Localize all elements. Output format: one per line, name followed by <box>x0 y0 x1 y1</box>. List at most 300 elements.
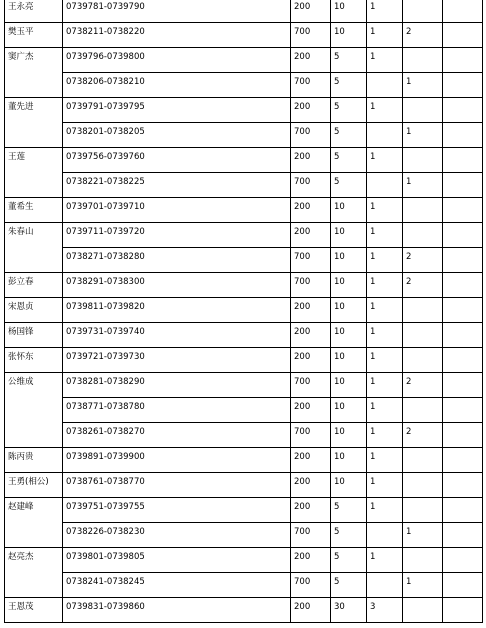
quantity-value: 10 <box>334 327 345 337</box>
blank-cell <box>443 598 483 623</box>
quantity-value: 5 <box>334 502 340 512</box>
price-value: 700 <box>294 177 311 187</box>
extra-count-value <box>403 498 442 502</box>
holder-name: 董希生 <box>8 202 34 212</box>
count-value-cell <box>367 48 403 73</box>
table-row <box>5 573 483 598</box>
extra-count-value <box>403 223 442 227</box>
table-row <box>5 523 483 548</box>
holder-name: 窦广杰 <box>8 52 34 62</box>
quantity-value: 5 <box>334 52 340 62</box>
extra-count-value-cell <box>403 548 443 573</box>
extra-count-value-cell <box>403 0 443 23</box>
quantity-value: 10 <box>334 452 345 462</box>
holder-name-cell <box>5 448 63 473</box>
serial-range-cell <box>63 598 291 623</box>
holder-name-cell <box>5 223 63 273</box>
serial-range-cell <box>63 273 291 298</box>
serial-range-cell <box>63 498 291 523</box>
blank-cell <box>443 0 483 23</box>
count-value <box>367 573 402 577</box>
serial-range-cell <box>63 123 291 148</box>
price-value: 200 <box>294 327 311 337</box>
count-value-cell <box>367 148 403 173</box>
table-row <box>5 98 483 123</box>
quantity-value: 10 <box>334 377 345 387</box>
table-row <box>5 248 483 273</box>
serial-range: 0738291-0738300 <box>66 277 145 287</box>
quantity-value-cell <box>331 498 367 523</box>
table-row <box>5 498 483 523</box>
count-value-cell <box>367 223 403 248</box>
extra-count-value-cell <box>403 523 443 548</box>
extra-count-value <box>403 323 442 327</box>
serial-range: 0738771-0738780 <box>66 402 145 412</box>
count-value-cell <box>367 173 403 198</box>
price-value-cell <box>291 373 331 398</box>
count-value-cell <box>367 23 403 48</box>
quantity-value: 10 <box>334 352 345 362</box>
price-value-cell <box>291 223 331 248</box>
serial-range: 0739811-0739820 <box>66 302 145 312</box>
holder-name: 王永亮 <box>8 2 34 12</box>
count-value-cell <box>367 98 403 123</box>
extra-count-value <box>403 98 442 102</box>
quantity-value: 5 <box>334 577 340 587</box>
count-value <box>367 173 402 177</box>
count-value-cell <box>367 598 403 623</box>
extra-count-value <box>403 198 442 202</box>
price-value-cell <box>291 98 331 123</box>
table-row <box>5 273 483 298</box>
price-value: 200 <box>294 202 311 212</box>
price-value: 200 <box>294 227 311 237</box>
count-value: 1 <box>370 2 376 12</box>
price-value: 200 <box>294 452 311 462</box>
table-row <box>5 598 483 623</box>
serial-range-cell <box>63 0 291 23</box>
count-value-cell <box>367 523 403 548</box>
price-value: 200 <box>294 477 311 487</box>
price-value-cell <box>291 573 331 598</box>
extra-count-value-cell <box>403 373 443 398</box>
table-row <box>5 0 483 23</box>
quantity-value: 10 <box>334 277 345 287</box>
price-value: 200 <box>294 602 311 612</box>
serial-range-cell <box>63 448 291 473</box>
serial-range-cell <box>63 423 291 448</box>
serial-range: 0739801-0739805 <box>66 552 145 562</box>
quantity-value: 10 <box>334 477 345 487</box>
price-value: 700 <box>294 577 311 587</box>
count-value: 1 <box>370 327 376 337</box>
extra-count-value-cell <box>403 348 443 373</box>
quantity-value: 5 <box>334 77 340 87</box>
table-row <box>5 198 483 223</box>
serial-range-cell <box>63 523 291 548</box>
serial-range-cell <box>63 173 291 198</box>
quantity-value: 5 <box>334 127 340 137</box>
price-value: 200 <box>294 52 311 62</box>
quantity-value-cell <box>331 323 367 348</box>
blank-cell <box>443 348 483 373</box>
serial-range-cell <box>63 223 291 248</box>
quantity-value-cell <box>331 273 367 298</box>
quantity-value: 10 <box>334 202 345 212</box>
blank-cell <box>443 323 483 348</box>
serial-range: 0739756-0739760 <box>66 152 145 162</box>
holder-name-cell <box>5 548 63 598</box>
price-value-cell <box>291 498 331 523</box>
blank-cell <box>443 573 483 598</box>
quantity-value-cell <box>331 448 367 473</box>
count-value-cell <box>367 323 403 348</box>
extra-count-value: 1 <box>406 527 412 537</box>
serial-range: 0739711-0739720 <box>66 227 145 237</box>
extra-count-value-cell <box>403 423 443 448</box>
extra-count-value-cell <box>403 573 443 598</box>
count-value: 1 <box>370 227 376 237</box>
extra-count-value-cell <box>403 398 443 423</box>
serial-range-cell <box>63 473 291 498</box>
extra-count-value: 1 <box>406 177 412 187</box>
price-value: 200 <box>294 302 311 312</box>
holder-name: 彭立春 <box>8 277 34 287</box>
serial-range: 0738261-0738270 <box>66 427 145 437</box>
blank-cell <box>443 23 483 48</box>
extra-count-value <box>403 598 442 602</box>
serial-range-cell <box>63 348 291 373</box>
holder-name-cell <box>5 148 63 198</box>
blank-cell <box>443 148 483 173</box>
holder-name: 杨国锋 <box>8 327 34 337</box>
quantity-value-cell <box>331 223 367 248</box>
ledger-table <box>4 0 483 623</box>
extra-count-value <box>403 48 442 52</box>
serial-range-cell <box>63 198 291 223</box>
count-value: 1 <box>370 552 376 562</box>
extra-count-value-cell <box>403 48 443 73</box>
serial-range: 0739791-0739795 <box>66 102 145 112</box>
serial-range-cell <box>63 573 291 598</box>
price-value: 700 <box>294 527 311 537</box>
quantity-value-cell <box>331 173 367 198</box>
serial-range: 0739721-0739730 <box>66 352 145 362</box>
blank-cell <box>443 423 483 448</box>
table-row <box>5 148 483 173</box>
price-value-cell <box>291 423 331 448</box>
price-value-cell <box>291 398 331 423</box>
count-value-cell <box>367 0 403 23</box>
count-value: 1 <box>370 352 376 362</box>
table-row <box>5 398 483 423</box>
extra-count-value-cell <box>403 323 443 348</box>
price-value: 700 <box>294 252 311 262</box>
quantity-value: 5 <box>334 552 340 562</box>
count-value: 1 <box>370 252 376 262</box>
holder-name-cell <box>5 598 63 623</box>
count-value: 1 <box>370 502 376 512</box>
extra-count-value-cell <box>403 273 443 298</box>
count-value-cell <box>367 448 403 473</box>
serial-range: 0739796-0739800 <box>66 52 145 62</box>
count-value: 1 <box>370 302 376 312</box>
holder-name: 张怀东 <box>8 352 34 362</box>
price-value: 200 <box>294 502 311 512</box>
count-value-cell <box>367 248 403 273</box>
count-value <box>367 123 402 127</box>
table-row <box>5 23 483 48</box>
holder-name: 朱春山 <box>8 227 34 237</box>
price-value: 200 <box>294 552 311 562</box>
quantity-value-cell <box>331 348 367 373</box>
holder-name-cell <box>5 48 63 98</box>
extra-count-value-cell <box>403 98 443 123</box>
price-value: 200 <box>294 352 311 362</box>
quantity-value-cell <box>331 598 367 623</box>
ledger-body <box>5 0 483 623</box>
count-value: 1 <box>370 277 376 287</box>
extra-count-value-cell <box>403 198 443 223</box>
quantity-value-cell <box>331 398 367 423</box>
price-value-cell <box>291 548 331 573</box>
count-value: 1 <box>370 152 376 162</box>
holder-name-cell <box>5 348 63 373</box>
quantity-value-cell <box>331 548 367 573</box>
count-value-cell <box>367 373 403 398</box>
extra-count-value <box>403 448 442 452</box>
count-value: 1 <box>370 477 376 487</box>
quantity-value-cell <box>331 48 367 73</box>
quantity-value-cell <box>331 123 367 148</box>
table-row <box>5 448 483 473</box>
quantity-value-cell <box>331 373 367 398</box>
extra-count-value <box>403 0 442 2</box>
price-value-cell <box>291 23 331 48</box>
price-value: 700 <box>294 377 311 387</box>
serial-range: 0738201-0738205 <box>66 127 145 137</box>
count-value: 1 <box>370 402 376 412</box>
price-value-cell <box>291 248 331 273</box>
count-value: 1 <box>370 52 376 62</box>
serial-range-cell <box>63 298 291 323</box>
count-value-cell <box>367 423 403 448</box>
count-value: 1 <box>370 427 376 437</box>
price-value-cell <box>291 323 331 348</box>
serial-range-cell <box>63 548 291 573</box>
table-row <box>5 548 483 573</box>
price-value-cell <box>291 523 331 548</box>
table-row <box>5 323 483 348</box>
extra-count-value: 2 <box>406 377 412 387</box>
serial-range-cell <box>63 48 291 73</box>
holder-name: 王莲 <box>8 152 26 162</box>
serial-range: 0738271-0738280 <box>66 252 145 262</box>
quantity-value: 5 <box>334 177 340 187</box>
extra-count-value: 2 <box>406 427 412 437</box>
price-value-cell <box>291 73 331 98</box>
price-value-cell <box>291 148 331 173</box>
quantity-value-cell <box>331 523 367 548</box>
blank-cell <box>443 548 483 573</box>
quantity-value: 10 <box>334 402 345 412</box>
quantity-value-cell <box>331 23 367 48</box>
serial-range: 0738761-0738770 <box>66 477 145 487</box>
price-value-cell <box>291 123 331 148</box>
count-value: 1 <box>370 202 376 212</box>
extra-count-value-cell <box>403 248 443 273</box>
count-value-cell <box>367 123 403 148</box>
holder-name: 赵亮杰 <box>8 552 34 562</box>
serial-range: 0739891-0739900 <box>66 452 145 462</box>
extra-count-value-cell <box>403 173 443 198</box>
extra-count-value <box>403 148 442 152</box>
count-value-cell <box>367 348 403 373</box>
price-value-cell <box>291 348 331 373</box>
extra-count-value-cell <box>403 598 443 623</box>
count-value-cell <box>367 273 403 298</box>
price-value-cell <box>291 198 331 223</box>
holder-name-cell <box>5 98 63 148</box>
count-value-cell <box>367 548 403 573</box>
table-row <box>5 48 483 73</box>
quantity-value-cell <box>331 198 367 223</box>
table-row <box>5 423 483 448</box>
extra-count-value: 2 <box>406 252 412 262</box>
serial-range: 0738281-0738290 <box>66 377 145 387</box>
quantity-value: 10 <box>334 252 345 262</box>
holder-name-cell <box>5 473 63 498</box>
blank-cell <box>443 298 483 323</box>
quantity-value: 5 <box>334 527 340 537</box>
table-row <box>5 298 483 323</box>
extra-count-value <box>403 473 442 477</box>
extra-count-value-cell <box>403 448 443 473</box>
holder-name-cell <box>5 23 63 48</box>
serial-range: 0739831-0739860 <box>66 602 145 612</box>
holder-name: 宋恩贞 <box>8 302 34 312</box>
extra-count-value <box>403 398 442 402</box>
blank-cell <box>443 123 483 148</box>
blank-cell <box>443 198 483 223</box>
quantity-value-cell <box>331 423 367 448</box>
price-value-cell <box>291 0 331 23</box>
serial-range-cell <box>63 398 291 423</box>
table-row <box>5 348 483 373</box>
serial-range-cell <box>63 98 291 123</box>
extra-count-value: 2 <box>406 277 412 287</box>
price-value: 200 <box>294 402 311 412</box>
extra-count-value-cell <box>403 123 443 148</box>
count-value <box>367 73 402 77</box>
quantity-value: 10 <box>334 2 345 12</box>
extra-count-value: 1 <box>406 127 412 137</box>
quantity-value-cell <box>331 98 367 123</box>
holder-name: 王恩茂 <box>8 602 34 612</box>
count-value: 1 <box>370 102 376 112</box>
price-value-cell <box>291 448 331 473</box>
extra-count-value: 2 <box>406 27 412 37</box>
extra-count-value-cell <box>403 298 443 323</box>
quantity-value-cell <box>331 298 367 323</box>
extra-count-value-cell <box>403 23 443 48</box>
ledger-sheet <box>4 0 482 625</box>
holder-name-cell <box>5 298 63 323</box>
price-value-cell <box>291 298 331 323</box>
price-value-cell <box>291 173 331 198</box>
holder-name-cell <box>5 498 63 548</box>
extra-count-value-cell <box>403 498 443 523</box>
extra-count-value <box>403 548 442 552</box>
blank-cell <box>443 448 483 473</box>
extra-count-value: 1 <box>406 77 412 87</box>
count-value-cell <box>367 73 403 98</box>
blank-cell <box>443 273 483 298</box>
price-value: 200 <box>294 102 311 112</box>
extra-count-value <box>403 298 442 302</box>
holder-name: 董先进 <box>8 102 34 112</box>
count-value-cell <box>367 198 403 223</box>
quantity-value-cell <box>331 73 367 98</box>
price-value: 200 <box>294 2 311 12</box>
holder-name: 公维成 <box>8 377 34 387</box>
blank-cell <box>443 473 483 498</box>
count-value-cell <box>367 473 403 498</box>
blank-cell <box>443 73 483 98</box>
table-row <box>5 223 483 248</box>
price-value: 700 <box>294 277 311 287</box>
count-value: 1 <box>370 452 376 462</box>
extra-count-value-cell <box>403 73 443 98</box>
serial-range: 0738206-0738210 <box>66 77 145 87</box>
serial-range: 0739701-0739710 <box>66 202 145 212</box>
serial-range: 0738241-0738245 <box>66 577 145 587</box>
quantity-value-cell <box>331 148 367 173</box>
quantity-value: 10 <box>334 27 345 37</box>
blank-cell <box>443 498 483 523</box>
holder-name-cell <box>5 373 63 448</box>
price-value: 700 <box>294 77 311 87</box>
serial-range-cell <box>63 73 291 98</box>
quantity-value-cell <box>331 473 367 498</box>
price-value-cell <box>291 598 331 623</box>
blank-cell <box>443 173 483 198</box>
count-value: 1 <box>370 27 376 37</box>
quantity-value-cell <box>331 0 367 23</box>
price-value: 700 <box>294 127 311 137</box>
serial-range: 0739751-0739755 <box>66 502 145 512</box>
price-value: 200 <box>294 152 311 162</box>
count-value-cell <box>367 298 403 323</box>
quantity-value: 5 <box>334 152 340 162</box>
quantity-value-cell <box>331 573 367 598</box>
quantity-value: 10 <box>334 227 345 237</box>
price-value: 700 <box>294 27 311 37</box>
table-row <box>5 373 483 398</box>
holder-name-cell <box>5 323 63 348</box>
blank-cell <box>443 398 483 423</box>
serial-range-cell <box>63 23 291 48</box>
blank-cell <box>443 248 483 273</box>
serial-range-cell <box>63 373 291 398</box>
serial-range: 0738211-0738220 <box>66 27 145 37</box>
extra-count-value <box>403 348 442 352</box>
serial-range-cell <box>63 148 291 173</box>
holder-name-cell <box>5 0 63 23</box>
blank-cell <box>443 523 483 548</box>
blank-cell <box>443 48 483 73</box>
count-value-cell <box>367 398 403 423</box>
